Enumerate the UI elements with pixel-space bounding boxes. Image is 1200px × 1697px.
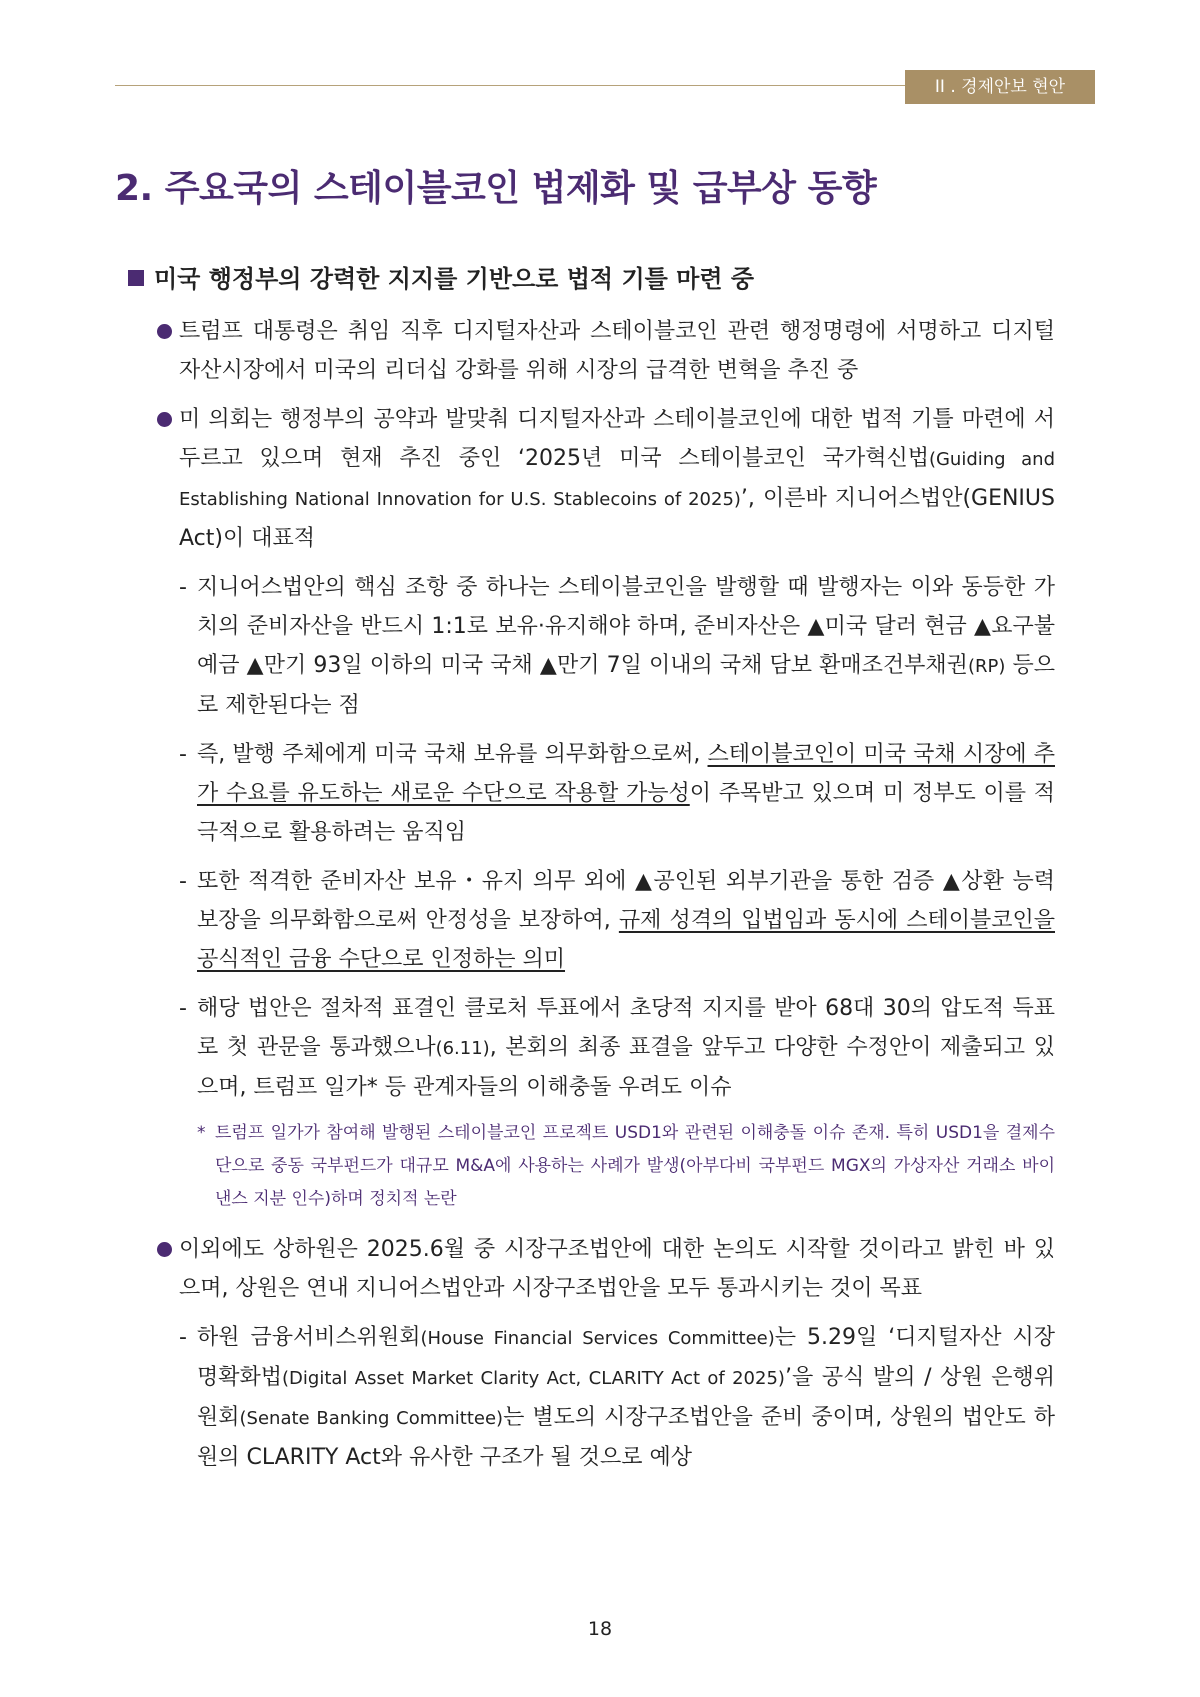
dash-marker: -: [179, 575, 187, 600]
bullet-text: 트럼프 대통령은 취임 직후 디지털자산과 스테이블코인 관련 행정명령에 서명하고 디지털 자산시장에서 미국의 리더십 강화를 위해 시장의 급격한 변혁을 추진 중: [179, 319, 1055, 383]
dash-text-note: (6.11): [435, 1038, 490, 1059]
dash-text: 이 주목받고 있으며 미 정부도 이를 적극적으로 활용하려는 움직임: [197, 781, 1055, 845]
dash-marker: -: [179, 742, 187, 767]
dash-item: [179, 862, 1055, 979]
footnote: [197, 1117, 1055, 1216]
dash-item: [179, 735, 1055, 852]
bullet-text-note: (Guiding and Establishing National Innovation for U.S. Stablecoins of 2025): [179, 449, 1055, 510]
subheading-text: 미국 행정부의 강력한 지지를 기반으로 법적 기틀 마련 중: [154, 265, 755, 293]
dash-text-note: (House Financial Services Committee): [420, 1328, 775, 1349]
bullet-text: ’, 이른바 지니어스법안(GENIUS Act)이 대표적: [179, 486, 1055, 551]
dash-text: 또한 적격한 준비자산 보유・유지 의무 외에 ▲공인된 외부기관을 통한 검증 ▲상환 능력 보장을 의무화함으로써 안정성을 보장하여,: [197, 869, 1055, 933]
bullet-item: [155, 1230, 1055, 1308]
dash-item: [179, 989, 1055, 1107]
bullet-item: [155, 312, 1055, 390]
dash-text: 지니어스법안의 핵심 조항 중 하나는 스테이블코인을 발행할 때 발행자는 이와 동등한 가치의 준비자산을 반드시 1:1로 보유·유지해야 하며, 준비자산은 ▲미국 달러 현금 ▲요구불예금 ▲만기 93일 이하의 미국 국채 ▲만기 7일 이내의 국채 담보 환매조건부채권: [197, 575, 1055, 678]
underlined-text: 스테이블코인이 미국 국채 시장에 추가 수요를 유도하는 새로운 수단으로 작용할 가능성: [197, 742, 1055, 806]
dash-marker: -: [179, 996, 187, 1021]
dash-text: 해당 법안은 절차적 표결인 클로처 투표에서 초당적 지지를 받아 68대 30의 압도적 득표로 첫 관문을 통과했으나: [197, 996, 1055, 1060]
dash-item: [179, 1318, 1055, 1477]
subheading: [128, 262, 754, 296]
asterisk-marker: *: [197, 1123, 206, 1143]
dash-text: ’을 공식 발의 / 상원 은행위원회: [197, 1365, 1055, 1430]
dash-text-note: (RP): [967, 656, 1006, 677]
dash-text: 는 5.29일 ‘디지털자산 시장 명확화법: [197, 1325, 1055, 1390]
page-number: 18: [587, 1618, 613, 1640]
dash-marker: -: [179, 1325, 187, 1350]
underlined-text: 규제 성격의 입법임과 동시에 스테이블코인을 공식적인 금융 수단으로 인정하는 의미: [197, 908, 1055, 972]
bullet-text: 미 의회는 행정부의 공약과 발맞춰 디지털자산과 스테이블코인에 대한 법적 기틀 마련에 서두르고 있으며 현재 추진 중인 ‘2025년 미국 스테이블코인 국가혁신법: [179, 407, 1055, 471]
dash-text: 는 별도의 시장구조법안을 준비 중이며, 상원의 법안도 하원의 CLARITY Act와 유사한 구조가 될 것으로 예상: [197, 1405, 1055, 1470]
body-content: [155, 312, 1055, 1487]
circle-bullet-icon: [157, 412, 172, 427]
dash-text-note: (Digital Asset Market Clarity Act, CLARITY Act of 2025): [282, 1368, 785, 1389]
dash-text: 즉, 발행 주체에게 미국 국채 보유를 의무화함으로써,: [197, 742, 708, 767]
circle-bullet-icon: [157, 324, 172, 339]
dash-text: , 본회의 최종 표결을 앞두고 다양한 수정안이 제출되고 있으며, 트럼프 일가* 등 관계자들의 이해충돌 우려도 이슈: [197, 1035, 1055, 1100]
dash-item: [179, 568, 1055, 725]
dash-text: 하원 금융서비스위원회: [197, 1325, 421, 1350]
square-bullet-icon: [128, 270, 144, 286]
bullet-item: [155, 400, 1055, 558]
bullet-text: 이외에도 상하원은 2025.6월 중 시장구조법안에 대한 논의도 시작할 것이라고 밝힌 바 있으며, 상원은 연내 지니어스법안과 시장구조법안을 모두 통과시키는 것이 목표: [179, 1237, 1055, 1301]
footnote-text: 트럼프 일가가 참여해 발행된 스테이블코인 프로젝트 USD1와 관련된 이해충돌 이슈 존재. 특히 USD1을 결제수단으로 중동 국부펀드가 대규모 M&A에 사용하는 사례가 발생(아부다비 국부펀드 MGX의 가상자산 거래소 바이낸스 지분 인수)하며 정치적 논란: [215, 1123, 1055, 1209]
header-rule: [115, 85, 905, 86]
section-tab: II . 경제안보 현안: [905, 70, 1095, 104]
dash-text: 등으로 제한된다는 점: [197, 653, 1055, 718]
dash-marker: -: [179, 869, 187, 894]
dash-text-note: (Senate Banking Committee): [239, 1408, 504, 1429]
circle-bullet-icon: [157, 1242, 172, 1257]
section-title: 2. 주요국의 스테이블코인 법제화 및 급부상 동향: [115, 168, 877, 209]
